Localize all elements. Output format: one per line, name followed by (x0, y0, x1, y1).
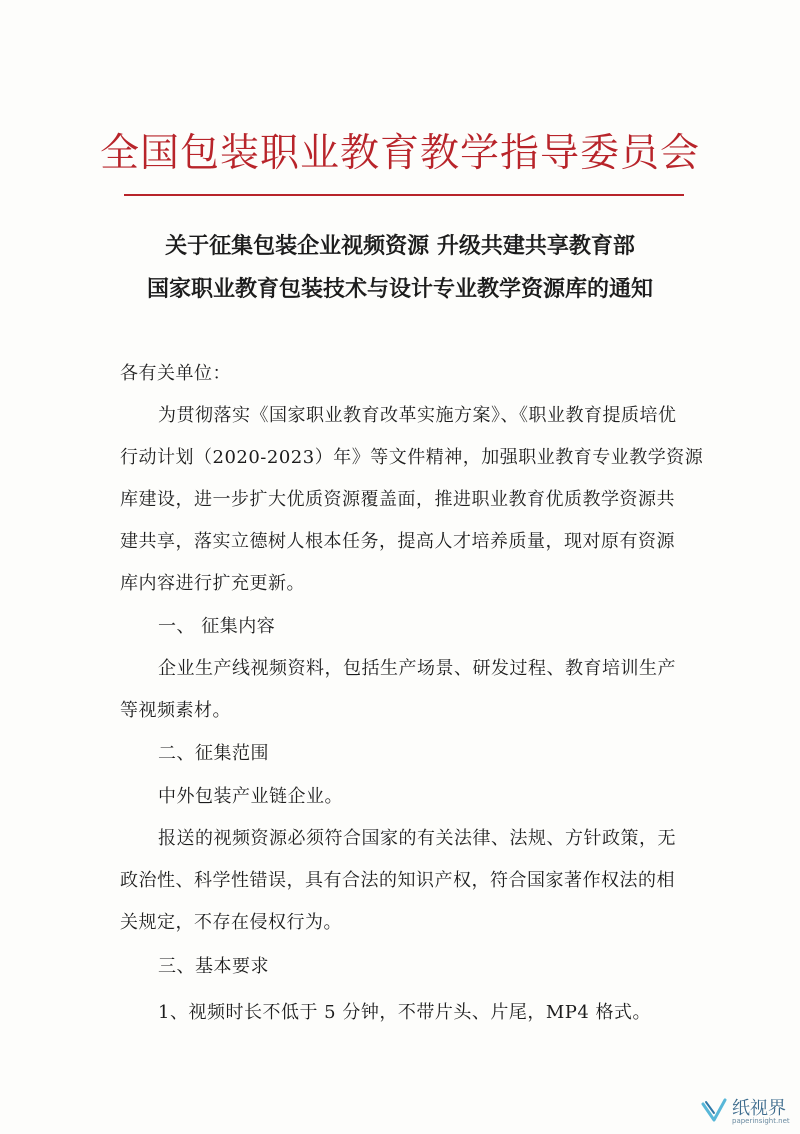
red-divider (124, 194, 684, 196)
section-2-note-line: 报送的视频资源必须符合国家的有关法律、法规、方针政策，无 (158, 828, 676, 849)
section-3-heading (120, 946, 700, 988)
notice-title-line-1: 关于征集包装企业视频资源 升级共建共享教育部 (165, 234, 635, 259)
section-2-text: 中外包装产业链企业。 (158, 786, 343, 807)
intro-paragraph (120, 395, 704, 605)
intro-line: 建共享，落实立德树人根本任务，提高人才培养质量，现对原有资源 (120, 531, 675, 552)
section-2-heading (120, 733, 700, 775)
intro-line: 为贯彻落实《国家职业教育改革实施方案》、《职业教育提质培优 (158, 405, 677, 426)
watermark-brand: 纸视界 (732, 1098, 786, 1119)
section-2-heading-text: 二、征集范围 (158, 743, 269, 764)
section-2-note-line: 政治性、科学性错误，具有合法的知识产权，符合国家著作权法的相 (120, 870, 675, 891)
section-1-heading (120, 606, 700, 648)
section-3-item (120, 992, 700, 1034)
section-1-line: 等视频素材。 (120, 700, 231, 721)
section-3-item-1: 1、视频时长不低于 5 分钟，不带片头、片尾，MP4 格式。 (158, 1002, 652, 1023)
notice-title-line-2: 国家职业教育包装技术与设计专业教学资源库的通知 (146, 277, 653, 302)
watermark-logo-icon (700, 1096, 728, 1124)
section-3-heading-text: 三、基本要求 (158, 956, 269, 977)
section-1-line: 企业生产线视频资料，包括生产场景、研发过程、教育培训生产 (158, 658, 676, 679)
section-2-note (120, 818, 700, 944)
section-1-paragraph (120, 648, 700, 732)
salutation-text: 各有关单位： (120, 363, 231, 384)
intro-line: 库建设，进一步扩大优质资源覆盖面，推进职业教育优质教学资源共 (120, 489, 675, 510)
watermark (698, 1090, 798, 1130)
section-2-note-line: 关规定，不存在侵权行为。 (120, 912, 342, 933)
section-1-heading-text: 一、 征集内容 (158, 616, 276, 637)
salutation (120, 353, 700, 395)
watermark-url: paperinsight.net (732, 1117, 790, 1125)
section-2-paragraph (120, 776, 700, 818)
intro-line: 行动计划（2020-2023）年》等文件精神，加强职业教育专业教学资源 (120, 447, 704, 468)
intro-line: 库内容进行扩充更新。 (120, 573, 305, 594)
org-title: 全国包装职业教育教学指导委员会 (99, 131, 700, 176)
